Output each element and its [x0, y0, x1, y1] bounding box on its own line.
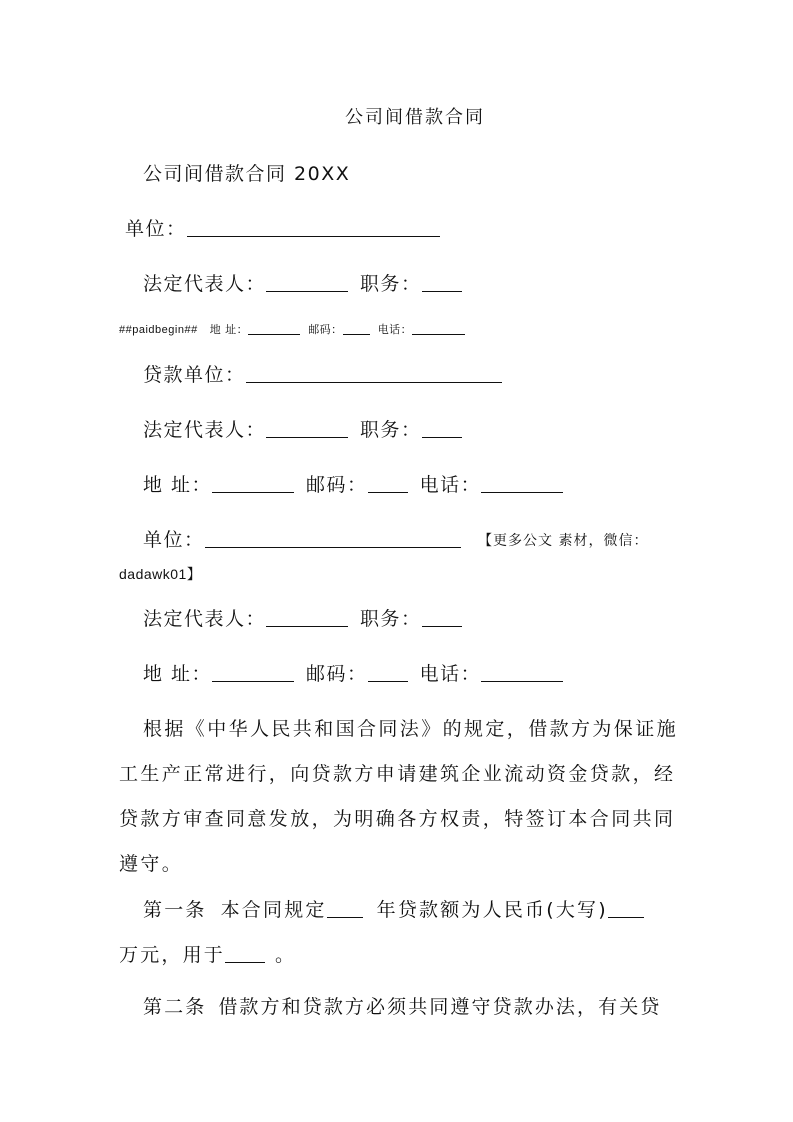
party-b-phone-blank: [481, 474, 563, 493]
party-c-postcode-blank: [368, 663, 408, 682]
party-b-address-blank: [212, 474, 294, 493]
document-title: 公司间借款合同: [345, 107, 485, 128]
article-1-part1: 本合同规定: [220, 899, 327, 921]
party-c-position-label: 职务：: [360, 608, 422, 630]
intro-line-1: 根据《中华人民共和国合同法》的规定，借款方为保证施: [143, 718, 679, 740]
party-b-rep-row: [143, 418, 462, 442]
party-b-address-row: [143, 473, 563, 497]
article-1-line-1: [143, 898, 644, 922]
party-b-postcode-label: 邮码：: [306, 474, 368, 496]
party-c-unit-label: 单位：: [143, 529, 205, 551]
party-b-unit-blank: [246, 364, 502, 383]
party-b-rep-label: 法定代表人：: [143, 419, 267, 441]
party-b-unit-row: [143, 363, 502, 387]
party-a-postcode-blank: [343, 323, 370, 335]
party-c-address-blank: [212, 663, 294, 682]
party-a-address-blank: [248, 323, 300, 335]
article-2-text: 借款方和贷款方必须共同遵守贷款办法，有关贷: [218, 996, 662, 1018]
party-b-position-blank: [422, 419, 462, 438]
document-subtitle: 公司间借款合同 20XX: [143, 163, 351, 185]
article-1-purpose-blank: [225, 944, 265, 963]
party-a-phone-label: 电话：: [377, 323, 413, 336]
paid-begin-marker: ##paidbegin##: [119, 324, 198, 336]
party-a-address-row: [119, 323, 465, 337]
article-1-line-2: [119, 943, 296, 967]
party-c-address-label: 地 址：: [143, 663, 213, 685]
party-b-phone-label: 电话：: [419, 474, 482, 496]
party-a-postcode-label: 邮码：: [308, 323, 343, 336]
party-b-rep-blank: [266, 419, 348, 438]
party-a-rep-row: [143, 272, 462, 296]
party-b-unit-label: 贷款单位：: [143, 364, 246, 386]
party-a-rep-blank: [266, 273, 348, 292]
party-c-rep-label: 法定代表人：: [143, 608, 267, 630]
party-c-phone-blank: [481, 663, 563, 682]
intro-line-3: 贷款方审查同意发放，为明确各方权责，特签订本合同共同: [119, 808, 676, 830]
party-c-rep-row: [143, 607, 462, 631]
party-a-position-blank: [422, 273, 462, 292]
article-1-year-blank: [327, 899, 363, 918]
party-c-position-blank: [422, 608, 462, 627]
party-c-phone-label: 电话：: [419, 663, 482, 685]
party-a-address-label: 地 址：: [209, 323, 249, 336]
article-1-label: 第一条: [143, 899, 207, 921]
article-1-part2: 年贷款额为人民币(大写): [376, 899, 608, 921]
party-b-address-label: 地 址：: [143, 474, 213, 496]
party-a-position-label: 职务：: [360, 273, 422, 295]
intro-line-2: 工生产正常进行，向贷款方申请建筑企业流动资金贷款，经: [119, 763, 676, 785]
party-c-address-row: [143, 662, 563, 686]
article-1-part3: 万元，用于: [119, 944, 226, 966]
promo-note: 【更多公文 素材，微信：: [478, 533, 649, 549]
party-c-unit-blank: [205, 529, 461, 548]
article-2-label: 第二条: [143, 996, 207, 1018]
article-2-line-1: [143, 995, 661, 1019]
article-1-amount-blank: [608, 899, 644, 918]
party-b-position-label: 职务：: [360, 419, 422, 441]
promo-note-cont: dadawk01】: [119, 566, 202, 582]
party-a-rep-label: 法定代表人：: [143, 273, 267, 295]
party-c-postcode-label: 邮码：: [306, 663, 368, 685]
article-1-end: 。: [275, 944, 297, 966]
party-a-phone-blank: [412, 323, 465, 335]
party-c-rep-blank: [266, 608, 348, 627]
party-b-postcode-blank: [368, 474, 408, 493]
party-c-unit-row: [143, 528, 461, 552]
party-a-unit-blank: [187, 218, 440, 237]
intro-line-4: 遵守。: [119, 853, 184, 875]
party-a-unit-label: 单位：: [125, 218, 187, 240]
party-a-unit-row: [125, 217, 440, 241]
